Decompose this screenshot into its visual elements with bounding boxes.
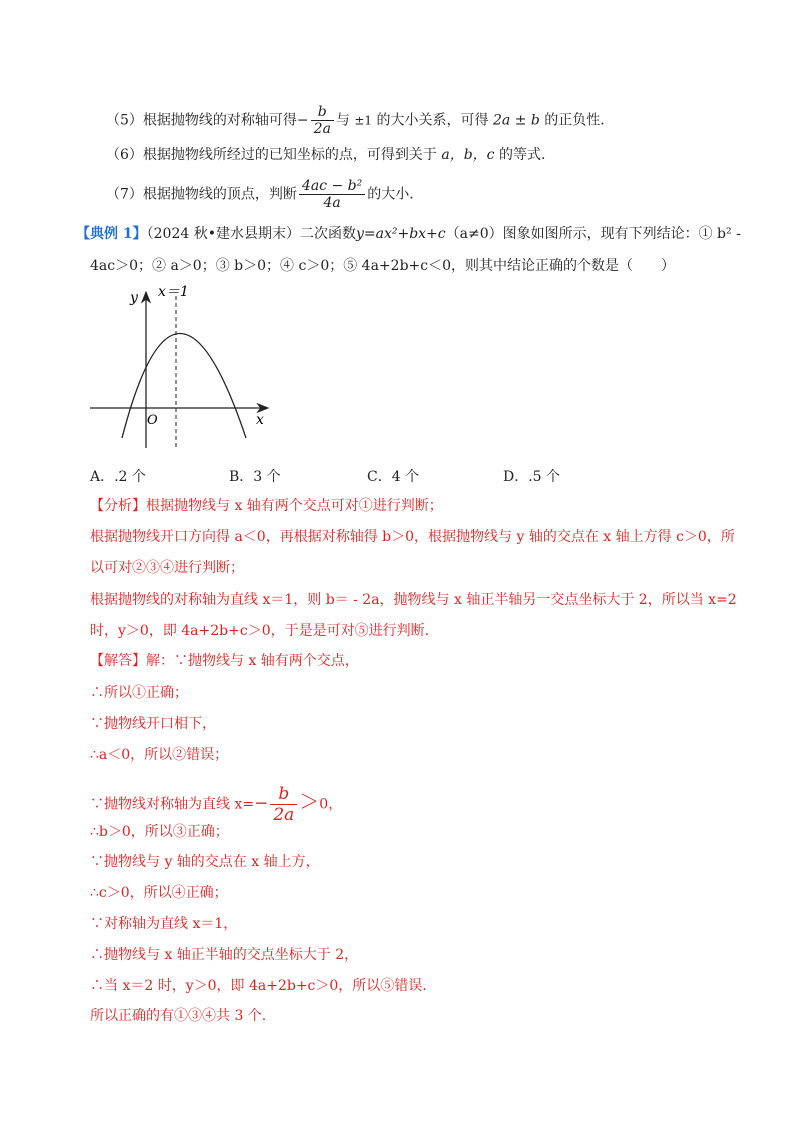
analysis-line-1: 【分析】根据抛物线与 x 轴有两个交点可对①进行判断；	[90, 498, 443, 514]
fraction-numerator: b	[270, 784, 297, 805]
parabola-curve	[122, 334, 246, 439]
fraction-denominator: 2a	[313, 121, 331, 137]
item6-text-a: 根据抛物线所经过的已知坐标的点，可得到关于	[142, 147, 437, 163]
y-axis-label: y	[130, 290, 138, 306]
minus-sign: −	[254, 793, 269, 814]
analysis-line-5: 时，y＞0，即 4a+2b+c＞0，于是是可对⑤进行判断.	[90, 623, 430, 639]
example-line-2	[90, 256, 675, 276]
minus-sign: −	[296, 112, 309, 129]
example-tag: 【典例 1】	[76, 226, 147, 242]
solution-line-4: ∴a＜0，所以②错误；	[90, 747, 229, 763]
plus-minus-one: ±1	[354, 113, 373, 128]
solution-line-6: ∴b＞0，所以③正确；	[90, 824, 229, 840]
solution-line-2: ∴所以①正确；	[90, 685, 188, 701]
example-statements: 4ac＞0；② a＞0；③ b＞0；④ c＞0；⑤ 4a+2b+c＜0，则其中结论正确的个数是（ ）	[90, 258, 676, 274]
expr-2a-pm-b: 2a ± b	[492, 112, 540, 129]
fraction-denominator: 4a	[323, 195, 341, 211]
solution-line-8: ∴c＞0，所以④正确；	[90, 885, 228, 901]
item-number: （7）	[106, 186, 143, 203]
intro-item-7	[106, 178, 414, 211]
parabola-graph	[80, 282, 280, 452]
x-axis-label: x	[256, 412, 264, 428]
item7-text-b: 的大小.	[367, 186, 414, 203]
item6-text-b: 的等式.	[498, 147, 546, 163]
solution-l5-text: ∵抛物线对称轴为直线 x=	[90, 796, 255, 813]
fraction-vertex-value	[299, 178, 365, 211]
fraction-numerator: 4ac − b²	[299, 178, 365, 195]
solution-line-10: ∴抛物线与 x 轴正半轴的交点坐标大于 2，	[90, 947, 359, 963]
analysis-line-4: 根据抛物线的对称轴为直线 x＝1，则 b＝ - 2a，抛物线与 x 轴正半轴另一交点坐标大于 2，所以当 x=2	[90, 592, 737, 608]
item7-text-a: 根据抛物线的顶点，判断	[142, 186, 297, 203]
analysis-line-2: 根据抛物线开口方向得 a＜0，再根据对称轴得 b＞0，根据抛物线与 y 轴的交点在 x 轴上方得 c＞0，所	[90, 529, 735, 545]
analysis-line-3: 以可对②③④进行判断；	[90, 560, 244, 576]
greater-than-sign: ＞	[299, 789, 320, 814]
fraction-b-over-2a	[311, 104, 334, 137]
item5-text-c: 的大小关系，可得	[376, 112, 489, 129]
item-number: （5）	[106, 112, 143, 129]
item5-text-d: 的正负性.	[544, 112, 605, 129]
solution-line-11: ∴当 x＝2 时，y＞0，即 4a+2b+c＞0，所以⑤错误.	[90, 978, 427, 994]
option-c: C．4 个	[367, 469, 420, 485]
fraction-b-over-2a	[270, 784, 297, 825]
item5-text-a: 根据抛物线的对称轴可得	[142, 112, 297, 129]
origin-label: O	[147, 413, 158, 428]
item-number: （6）	[106, 147, 143, 163]
solution-line-7: ∵抛物线与 y 轴的交点在 x 轴上方，	[90, 854, 320, 870]
item5-text-b: 与	[335, 112, 350, 129]
option-b: B．3 个	[229, 469, 281, 485]
option-d: D．.5 个	[503, 469, 561, 485]
solution-l5-zero: 0，	[319, 796, 343, 813]
intro-item-6	[106, 145, 545, 165]
solution-line-3: ∵抛物线开口相下，	[90, 716, 216, 732]
solution-line-12: 所以正确的有①③④共 3 个.	[90, 1008, 267, 1024]
item6-vars: a，b，c	[441, 147, 495, 163]
solution-line-9: ∵对称轴为直线 x＝1，	[90, 916, 238, 932]
fraction-denominator: 2a	[273, 805, 295, 825]
example-conditions: （a≠0）图象如图所示，现有下列结论：① b² -	[445, 226, 741, 242]
symmetry-axis-label: x＝1	[158, 284, 189, 300]
solution-line-5	[90, 784, 342, 825]
quadratic-function: y=ax²+bx+c	[355, 226, 446, 242]
solution-line-1: 【解答】解：∵抛物线与 x 轴有两个交点，	[90, 653, 359, 669]
example-line-1	[76, 224, 741, 244]
option-a: A．.2 个	[90, 469, 146, 485]
intro-item-5	[106, 104, 605, 137]
fraction-numerator: b	[311, 104, 334, 121]
example-source: （2024 秋•建水县期末）二次函数	[146, 226, 356, 242]
